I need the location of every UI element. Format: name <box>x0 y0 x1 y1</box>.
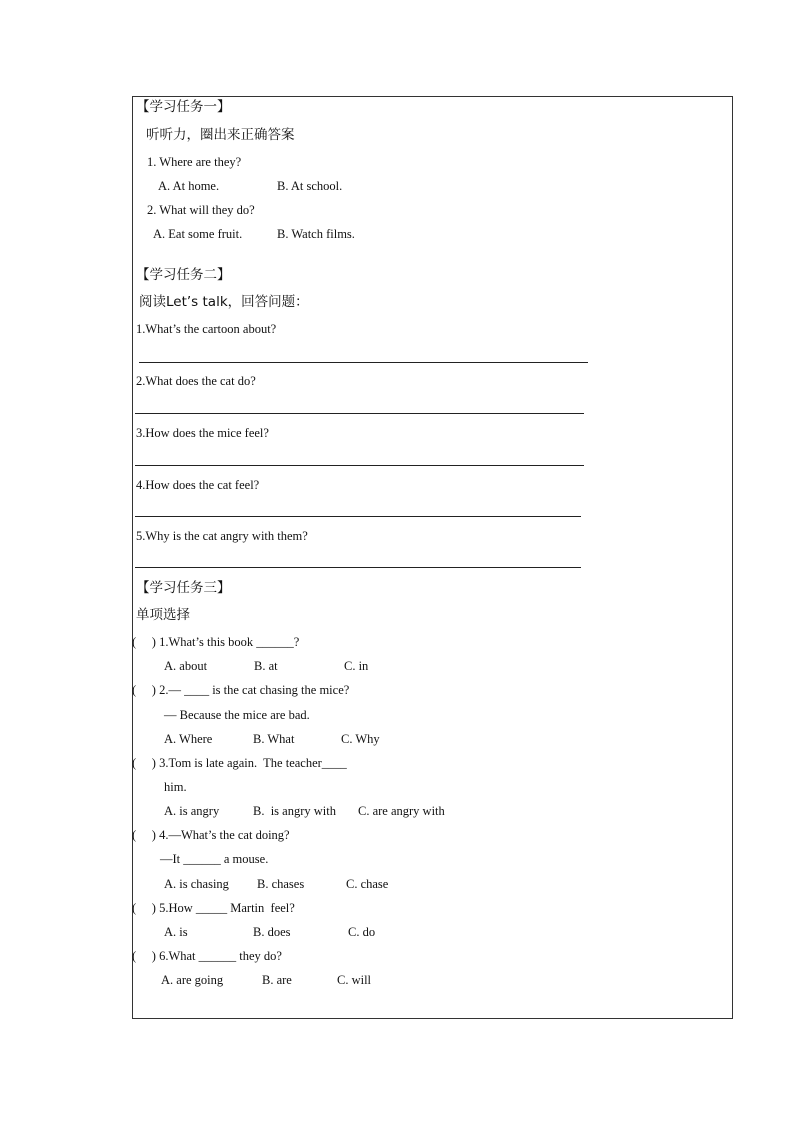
mc-question-6: ( ) 6.What ______ they do? <box>132 949 282 963</box>
task1-question-1: 1. Where are they? <box>147 155 242 169</box>
mc4-answer-line: —It ______ a mouse. <box>160 852 269 866</box>
task1-q1-option-b: B. At school. <box>277 179 343 193</box>
mc6-option-c: C. will <box>337 973 372 987</box>
mc3-continuation: him. <box>164 780 187 794</box>
mc6-option-a: A. are going <box>161 973 224 987</box>
mc-question-5: ( ) 5.How _____ Martin feel? <box>132 901 295 915</box>
task3-instruction: 单项选择 <box>136 607 190 623</box>
task2-question-1: 1.What’s the cartoon about? <box>136 322 277 336</box>
mc4-option-c: C. chase <box>346 877 389 891</box>
mc-question-4: ( ) 4.—What’s the cat doing? <box>132 828 290 842</box>
task2-header: 【学习任务二】 <box>136 267 231 283</box>
mc5-option-c: C. do <box>348 925 376 939</box>
answer-line-3[interactable] <box>135 465 584 466</box>
task1-header: 【学习任务一】 <box>136 99 231 115</box>
answer-line-5[interactable] <box>135 567 581 568</box>
mc1-option-b: B. at <box>254 659 278 673</box>
task1-instruction: 听听力，圈出来正确答案 <box>146 127 295 143</box>
task2-question-5: 5.Why is the cat angry with them? <box>136 529 308 543</box>
mc3-option-a: A. is angry <box>164 804 220 818</box>
task1-q2-option-a: A. Eat some fruit. <box>153 227 243 241</box>
task3-header: 【学习任务三】 <box>136 580 231 596</box>
mc-question-2: ( ) 2.— ____ is the cat chasing the mice? <box>132 683 350 697</box>
mc5-option-b: B. does <box>253 925 291 939</box>
task2-question-3: 3.How does the mice feel? <box>136 426 269 440</box>
mc2-answer-line: — Because the mice are bad. <box>164 708 310 722</box>
mc2-option-a: A. Where <box>164 732 213 746</box>
mc4-option-a: A. is chasing <box>164 877 229 891</box>
mc3-option-c: C. are angry with <box>358 804 445 818</box>
task1-q1-option-a: A. At home. <box>158 179 220 193</box>
task2-question-4: 4.How does the cat feel? <box>136 478 260 492</box>
task1-question-2: 2. What will they do? <box>147 203 255 217</box>
mc-question-1: ( ) 1.What’s this book ______? <box>132 635 300 649</box>
mc4-option-b: B. chases <box>257 877 305 891</box>
mc5-option-a: A. is <box>164 925 188 939</box>
mc3-option-b: B. is angry with <box>253 804 336 818</box>
mc-question-3: ( ) 3.Tom is late again. The teacher____ <box>132 756 347 770</box>
task2-question-2: 2.What does the cat do? <box>136 374 256 388</box>
task1-q2-option-b: B. Watch films. <box>277 227 355 241</box>
mc1-option-a: A. about <box>164 659 208 673</box>
mc2-option-b: B. What <box>253 732 295 746</box>
mc1-option-c: C. in <box>344 659 369 673</box>
answer-line-1[interactable] <box>139 362 588 363</box>
answer-line-4[interactable] <box>135 516 581 517</box>
task2-instruction: 阅读Let’s talk，回答问题： <box>139 294 309 310</box>
mc2-option-c: C. Why <box>341 732 380 746</box>
mc6-option-b: B. are <box>262 973 292 987</box>
answer-line-2[interactable] <box>135 413 584 414</box>
